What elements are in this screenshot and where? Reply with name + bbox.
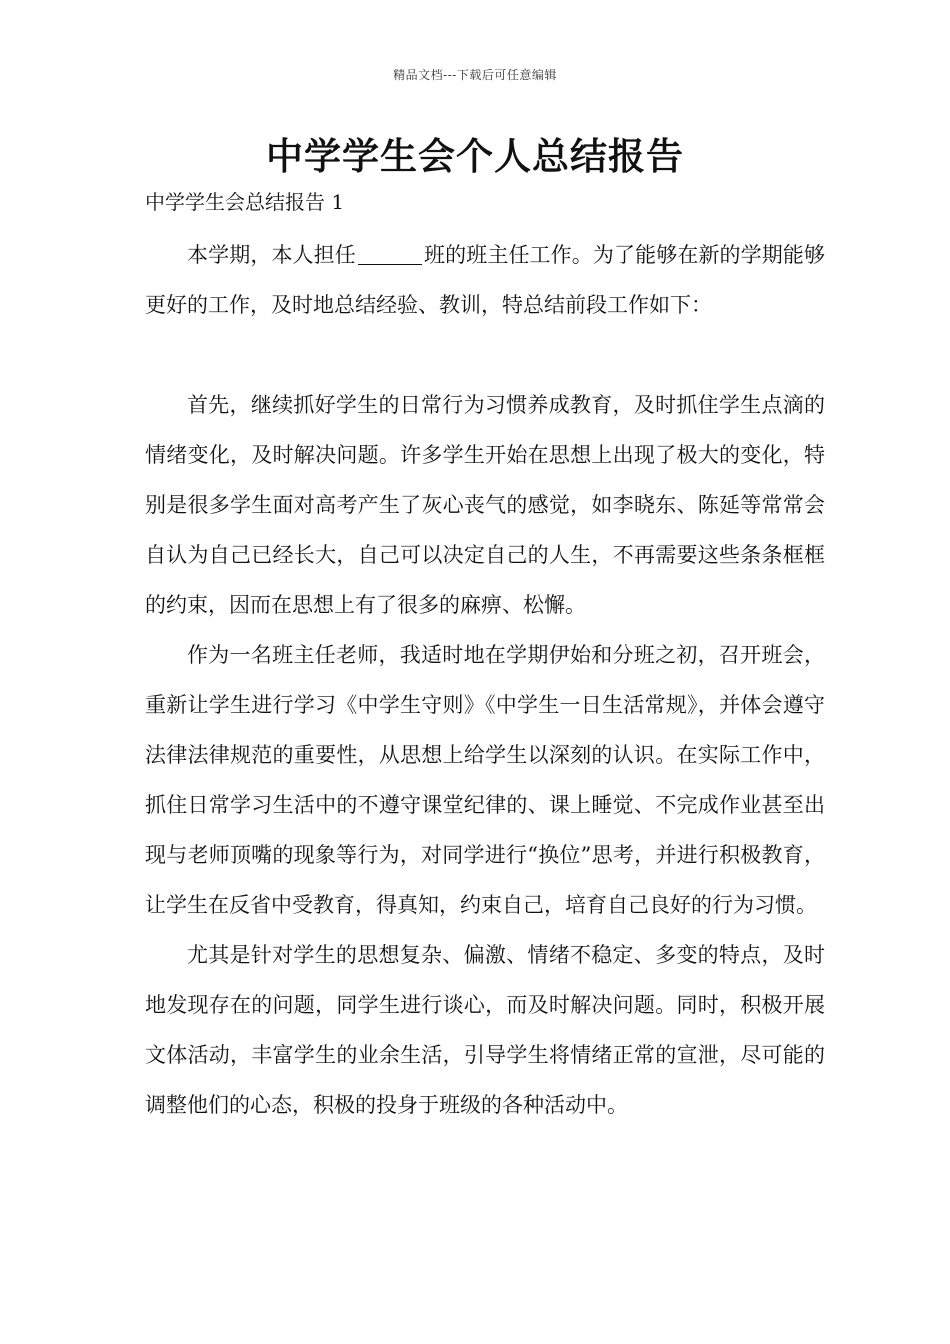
document-title: 中学学生会个人总结报告 [266, 134, 684, 178]
paragraph-second: 作为一名班主任老师，我适时地在学期伊始和分班之初，召开班会，重新让学生进行学习《中学生守则》《中学生一日生活常规》，并体会遵守法律法律规范的重要性，从思想上给学生以深刻的认识。在实际工作中，抓住日常学习生活中的不遵守课堂纪律的、课上睡觉、不完成作业甚至出现与老师顶嘴的现象等行为，对同学进行“换位”思考，并进行积极教育，让学生在反省中受教育，得真知，约束自己，培育自己良好的行为习惯。 [145, 643, 825, 917]
document-body [145, 230, 825, 1130]
intro-text-before-blank: 本学期，本人担任 [187, 243, 356, 267]
fill-in-blank-line [358, 243, 422, 265]
paragraph-intro [145, 230, 825, 330]
paragraph-first: 首先，继续抓好学生的日常行为习惯养成教育，及时抓住学生点滴的情绪变化，及时解决问题。许多学生开始在思想上出现了极大的变化，特别是很多学生面对高考产生了灰心丧气的感觉，如李晓东、陈延等常常会自认为自己已经长大，自己可以决定自己的人生，不再需要这些条条框框的约束，因而在思想上有了很多的麻痹、松懈。 [145, 393, 825, 617]
header-note: 精品文档---下载后可任意编辑 [393, 68, 557, 82]
document-subtitle: 中学学生会总结报告 1 [145, 190, 345, 214]
paragraph-third: 尤其是针对学生的思想复杂、偏激、情绪不稳定、多变的特点，及时地发现存在的问题，同学生进行谈心，而及时解决问题。同时，积极开展文体活动，丰富学生的业余生活，引导学生将情绪正常的宣泄，尽可能的调整他们的心态，积极的投身于班级的各种活动中。 [145, 943, 825, 1117]
intro-text-after-blank: 班的班主任工作。为了能够在新的学期能够更好的工作，及时地总结经验、教训，特总结前段工作如下： [145, 243, 826, 317]
